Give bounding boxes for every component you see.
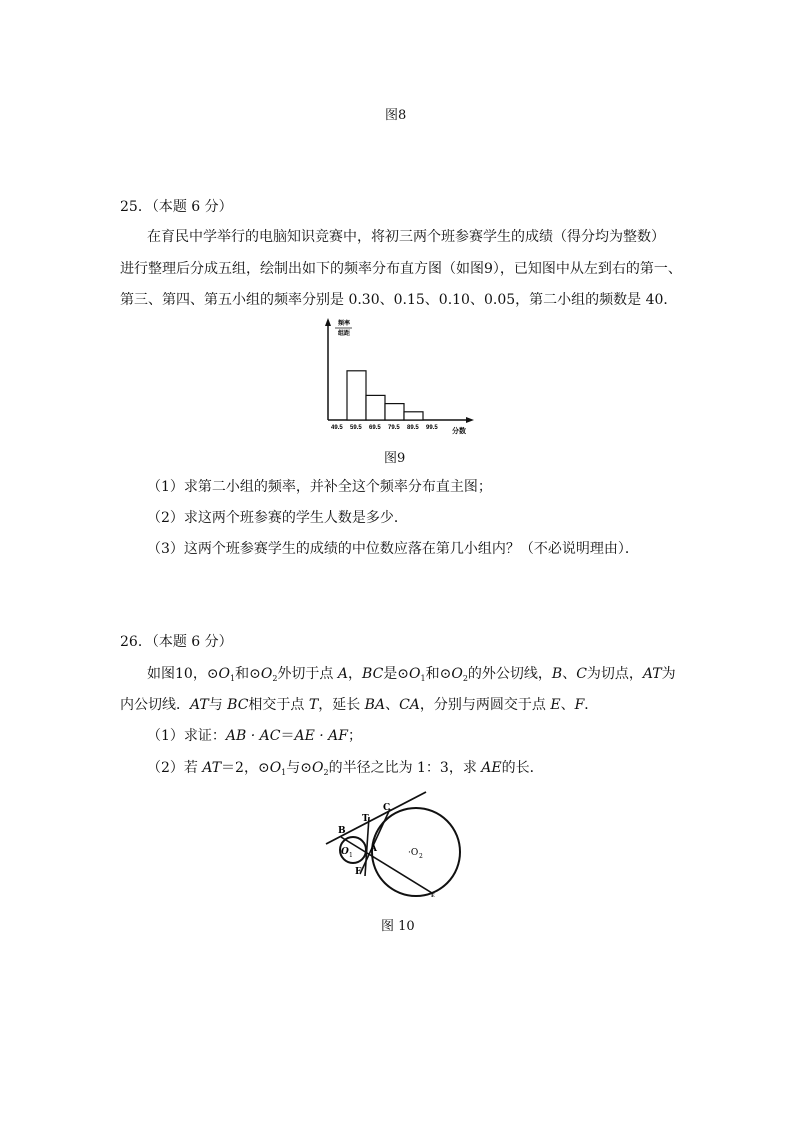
figure-8-caption: 图8: [385, 108, 407, 123]
histogram-bar: [347, 371, 366, 420]
label-t: T: [362, 814, 369, 824]
label-a: A: [370, 844, 377, 854]
q25-subquestion-3: （3）这两个班参赛学生的成绩的中位数应落在第几小组内？（不必说明理由）．: [147, 541, 639, 557]
q25-subquestion-1: （1）求第二小组的频率，并补全这个频率分布直主图；: [147, 479, 492, 495]
q26-paragraph-line-1: 如图10，$⊙O_1$和$⊙O_2$外切于点 A，BC是$⊙O_1$和$⊙O_2$的外公切线，B、C为切点，AT为: [147, 666, 676, 683]
label-f: F: [355, 867, 362, 877]
geometry-figure-10: [320, 786, 470, 902]
q26-header: 26．（本题 6 分）: [120, 634, 233, 650]
x-tick-label: 49.5: [331, 425, 343, 431]
q25-header: 25．（本题 6 分）: [120, 199, 233, 215]
q25-paragraph-line-2: 进行整理后分成五组，绘制出如下的频率分布直方图（如图9），已知图中从左到右的第一、: [120, 261, 682, 277]
x-axis-arrow: [466, 417, 474, 423]
x-tick-label: 99.5: [426, 425, 438, 431]
q26-subquestion-1: （1）求证：AB · AC＝AE · AF；: [147, 728, 363, 744]
label-o1: O: [341, 847, 349, 857]
histogram-figure-9: [310, 316, 480, 442]
x-tick-label: 79.5: [388, 425, 400, 431]
q26-subquestion-2: （2）若 AT＝2，$⊙O_1$与$⊙O_2$的半径之比为 1：3，求 AE的长．: [147, 760, 544, 777]
y-axis-arrow: [325, 318, 331, 326]
x-axis-label: 分数: [452, 428, 466, 435]
q25-paragraph-line-3: 第三、第四、第五小组的频率分别是 0.30、0.15、0.10、0.05，第二小组的频数是 40．: [120, 292, 678, 308]
label-c: C: [383, 803, 391, 813]
label-o2-subscript: 2: [419, 853, 423, 860]
q25-subquestion-2: （2）求这两个班参赛的学生人数是多少．: [147, 510, 408, 526]
y-label-bottom: 组距: [338, 331, 351, 337]
q26-paragraph-line-2: 内公切线．AT与 BC相交于点 T，延长 BA、CA，分别与两圆交于点 E、F．: [120, 697, 599, 713]
y-label-top: 频率: [338, 321, 351, 327]
x-tick-label: 69.5: [369, 425, 381, 431]
label-b: B: [338, 826, 346, 836]
histogram-bar: [404, 412, 423, 420]
x-tick-label: 89.5: [407, 425, 419, 431]
q25-paragraph-line-1: 在育民中学举行的电脑知识竞赛中，将初三两个班参赛学生的成绩（得分均为整数）: [147, 229, 665, 245]
label-o2: ·O: [408, 848, 419, 858]
histogram-bar: [385, 404, 404, 420]
x-tick-label: 59.5: [350, 425, 362, 431]
label-o1-subscript: 1: [349, 852, 353, 859]
figure-9-caption: 图9: [384, 451, 406, 466]
figure-10-caption: 图 10: [381, 919, 415, 934]
label-e: E: [431, 893, 435, 899]
histogram-bar: [366, 395, 385, 420]
